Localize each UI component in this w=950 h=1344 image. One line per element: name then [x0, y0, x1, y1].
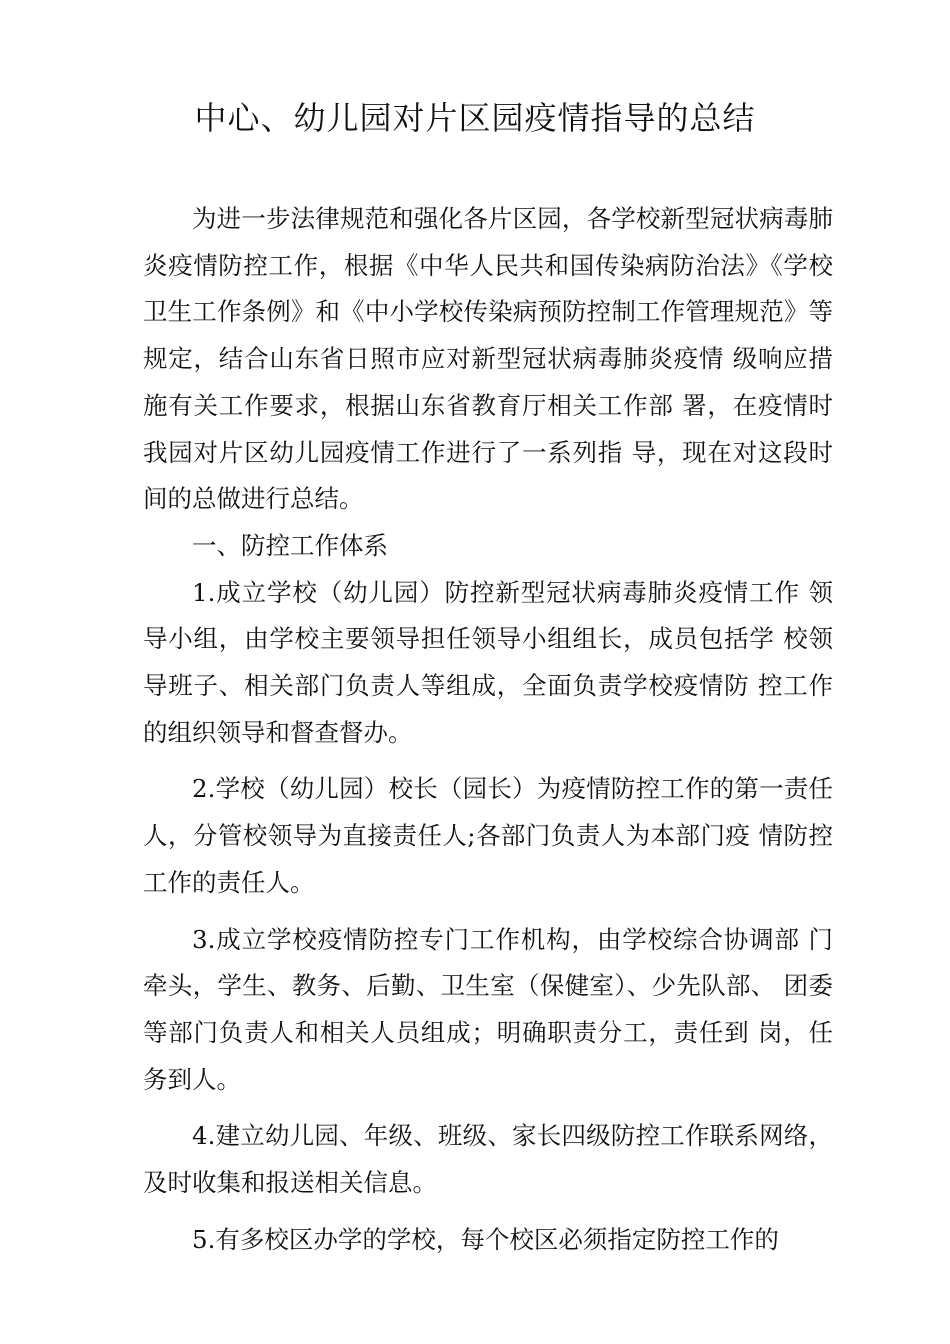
intro-paragraph: 为进一步法律规范和强化各片区园，各学校新型冠状病毒肺炎疫情防控工作，根据《中华人民共和国传染病防治法》《学校卫生工作条例》和《中小学校传染病预防控制工作管理规范》等规定，结合山东省日照市应对新型冠状病毒肺炎疫情 级响应措施有关工作要求，根据山东省教育厅相关工作部 署，在疫情时我园对片区幼儿园疫情工作进行了一系列指 导，现在对这段时间的总做进行总结。	[143, 204, 833, 514]
list-item: 2.学校（幼儿园）校长（园长）为疫情防控工作的第一责任人，分管校领导为直接责任人;各部门负责人为本部门疫 情防控工作的责任人。	[143, 774, 833, 897]
document-title: 中心、幼儿园对片区园疫情指导的总结	[194, 99, 756, 137]
list-item: 5.有多校区办学的学校，每个校区必须指定防控工作的	[192, 1224, 779, 1254]
list-item: 3.成立学校疫情防控专门工作机构，由学校综合协调部 门牵头，学生、教务、后勤、卫生室（保健室）、少先队部、 团委等部门负责人和相关人员组成；明确职责分工，责任到 岗，任务到人。	[143, 924, 833, 1094]
section-heading: 一、防控工作体系	[192, 530, 388, 560]
list-item: 1.成立学校（幼儿园）防控新型冠状病毒肺炎疫情工作 领导小组，由学校主要领导担任领导小组组长，成员包括学 校领导班子、相关部门负责人等组成，全面负责学校疫情防 控工作的组织领导和督查督办。	[143, 577, 833, 747]
document-body	[143, 196, 833, 1263]
list-item: 4.建立幼儿园、年级、班级、家长四级防控工作联系网络，及时收集和报送相关信息。	[143, 1121, 833, 1198]
